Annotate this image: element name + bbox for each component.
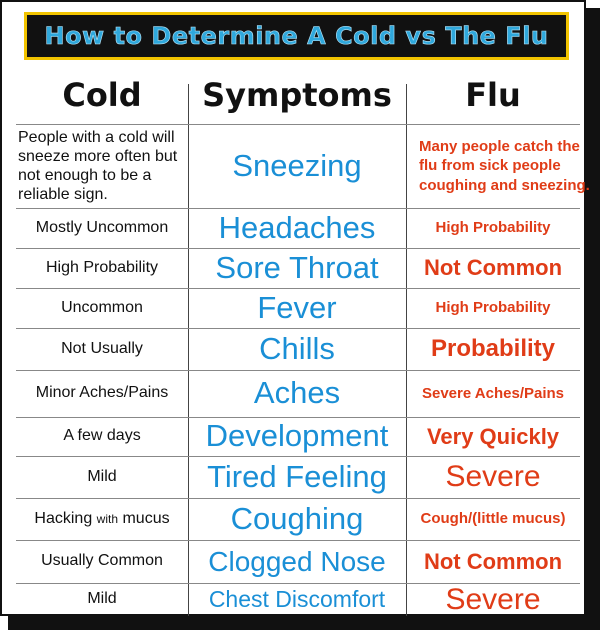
flu-cell: Cough/(little mucus) xyxy=(420,510,566,528)
frame-shadow-right xyxy=(586,8,600,630)
cold-cell: Minor Aches/Pains xyxy=(35,384,169,402)
table-row xyxy=(16,456,580,498)
flu-cell: Very Quickly xyxy=(426,423,560,449)
flu-cell: High Probability xyxy=(435,299,551,317)
flu-cell: Severe xyxy=(445,582,541,616)
symptom-cell: Coughing xyxy=(230,500,364,536)
table-row xyxy=(16,583,580,616)
symptom-cell: Tired Feeling xyxy=(207,458,387,494)
table-row xyxy=(16,288,580,328)
cold-cell: Mild xyxy=(87,467,117,485)
header-cold: Cold xyxy=(62,76,142,114)
table-row xyxy=(16,540,580,583)
table-row xyxy=(16,498,580,540)
flu-cell: High Probability xyxy=(435,219,551,237)
symptom-cell: Sneezing xyxy=(232,147,362,183)
flu-cell: Severe xyxy=(445,460,541,494)
symptom-cell: Sore Throat xyxy=(215,249,379,285)
header-flu: Flu xyxy=(465,76,521,114)
symptom-cell: Fever xyxy=(257,289,337,325)
cold-cell: Uncommon xyxy=(61,298,143,316)
symptom-cell: Headaches xyxy=(218,209,376,245)
cold-text-part: Hacking xyxy=(34,509,93,527)
table-row xyxy=(16,417,580,456)
table-row xyxy=(16,370,580,417)
symptom-cell: Chills xyxy=(259,330,335,366)
symptom-cell: Development xyxy=(205,418,389,454)
cold-cell: Mostly Uncommon xyxy=(35,218,169,236)
flu-cell: Not Common xyxy=(423,255,563,281)
cold-text-part: mucus xyxy=(122,509,170,527)
table-row xyxy=(16,248,580,288)
cold-cell: Not Usually xyxy=(61,339,143,357)
symptom-cell: Clogged Nose xyxy=(208,545,386,577)
header-symptoms: Symptoms xyxy=(202,76,392,114)
table-row xyxy=(16,208,580,248)
title-banner xyxy=(24,12,569,60)
cold-text-part: with xyxy=(96,511,119,526)
table-row xyxy=(16,124,590,208)
cold-cell xyxy=(16,498,188,540)
cold-cell: Mild xyxy=(87,590,117,608)
flu-cell: Not Common xyxy=(423,548,563,574)
flu-cell: Severe Aches/Pains xyxy=(421,384,565,402)
flu-cell: Probability xyxy=(430,335,556,363)
flu-cell: Many people catch the flu from sick people coughing and sneezing. xyxy=(419,137,590,194)
page-title: How to Determine A Cold vs The Flu xyxy=(44,22,549,50)
table-row xyxy=(16,328,580,370)
cold-cell: Usually Common xyxy=(41,552,163,570)
cold-cell: A few days xyxy=(63,427,141,445)
symptom-cell: Chest Discomfort xyxy=(208,586,386,613)
cold-cell: People with a cold will sneeze more often but not enough to be a reliable sign. xyxy=(18,128,178,204)
cold-cell: High Probability xyxy=(45,258,159,276)
frame-shadow-bottom xyxy=(8,616,600,630)
symptom-cell: Aches xyxy=(253,375,341,411)
